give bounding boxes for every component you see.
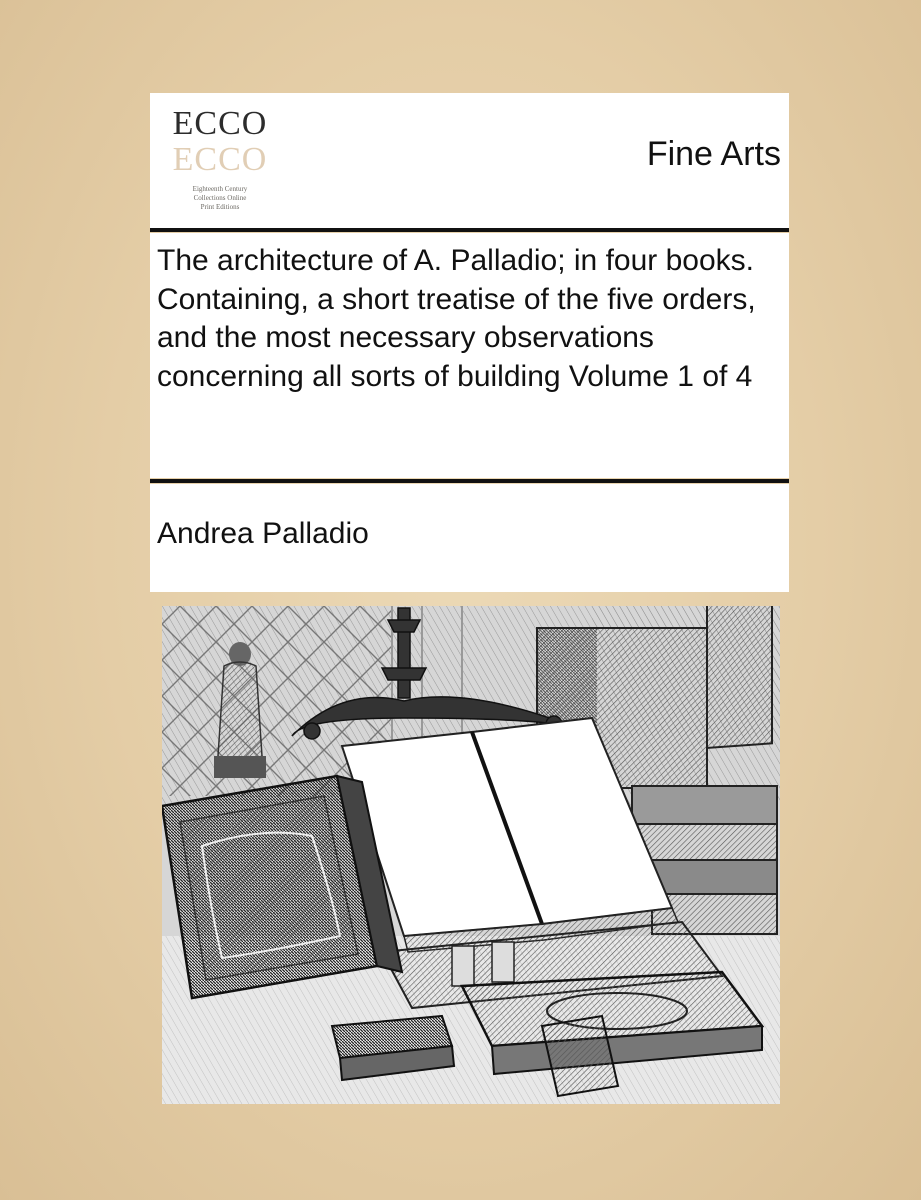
logo-caption-line: Collections Online [193, 194, 247, 202]
logo-caption-line: Eighteenth Century [192, 185, 248, 193]
divider-rule [150, 228, 789, 232]
divider-rule [150, 479, 789, 483]
logo-caption-line: Print Editions [200, 203, 240, 211]
publisher-logo [170, 105, 270, 215]
book-title: The architecture of A. Palladio; in four books. Containing, a short treatise of the five orders, and the most necessary observations concerning all sorts of building Volume 1 of 4 [157, 244, 756, 393]
title-panel [150, 233, 789, 478]
header-panel [150, 93, 789, 228]
logo-mark: ECCO [172, 105, 268, 142]
series-label: Fine Arts [646, 135, 781, 173]
engraving-books-lectern-image [162, 606, 780, 1104]
book-author: Andrea Palladio [157, 517, 369, 550]
logo-mark-reflection: ECCO [172, 141, 268, 178]
author-panel [150, 484, 789, 592]
